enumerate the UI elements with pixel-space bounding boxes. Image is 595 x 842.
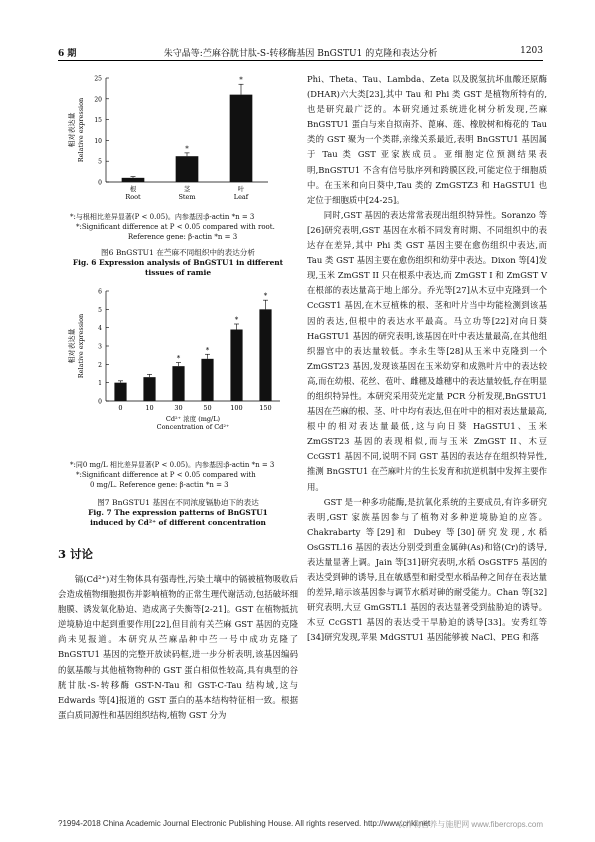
bar [122,178,145,182]
bar [172,366,184,401]
x-tick-label: 茎 [183,185,191,193]
fig7-notes [70,460,295,490]
x-tick-label: Stem [178,193,196,200]
significance-mark: * [234,316,239,324]
fig6-notes [70,212,295,242]
x-axis-title-en: Concentration of Cd²⁺ [156,423,230,431]
y-tick-label: 5 [98,306,102,314]
x-tick-label: 30 [174,404,183,412]
x-tick-label: 150 [259,404,272,412]
right-paragraph: Phi、Theta、Tau、Lambda、Zeta 以及脱氢抗坏血酸还原酶(DHAR)六大类[23],其中 Tau 和 Phi 类 GST 是植物所特有的,也是研究最广泛的。本研究通过系统进化树分析发现,苎麻 BnGSTU1 蛋白与来自拟南芥、蓖麻、莲、橡胶树和梅花的 Tau 类的 GST 聚为一个类群,亲缘关系最近,表明 BnGSTU1 基因属于 Tau 类 GST 亚家族成员。亚细胞定位预测结果表明,BnGSTU1 不含有信号肽序列和跨膜区段,可能定位于细胞质中。在玉米和向日葵中,Tau 类的 ZmGSTZ3 和 HaGSTU1 也定位于细胞质中[24-25]。 [307,74,547,205]
significance-mark: * [185,144,189,153]
y-tick-label: 5 [98,158,102,166]
bar [114,383,126,401]
bar [230,330,242,402]
fig7-caption-en2: induced by Cd²⁺ of different concentration [90,518,266,527]
fig6-note2: *:Significant difference at P < 0.05 compared with root. [76,223,275,231]
fig6-note3: Reference gene: β-actin *n = 3 [127,233,238,241]
y-tick-label: 15 [94,117,102,125]
x-axis-title: Cd²⁺ 浓度 (mg/L) [165,415,221,423]
fig7-note3: 0 mg/L. Reference gene: β-actin *n = 3 [90,481,229,489]
copyright: ?1994-2018 China Academic Journal Electronic Publishing House. All rights reserved. http://www.cnki.net [58,819,431,828]
y-axis-title-en: Relative expression [77,97,85,163]
x-tick-label: 0 [118,404,123,412]
fig6-caption [58,248,298,278]
left-paragraph: 镉(Cd²⁺)对生物体具有强毒性,污染土壤中的镉被植物吸收后会造成植物细胞损伤并影响植物的正常生理代谢活动,包括破坏细胞膜、诱发氧化胁迫、造成离子失衡等[2-21]。GST 在植物抵抗逆境胁迫中起到重要作用[22],但目前有关苎麻 GST 基因的克隆尚未见报道。本研究从苎麻品种中苎一号中成功克隆了 BnGSTU1 基因的完整开放读码框,进一步分析表明,该基因编码的氨基酸与其他植物物种的 GST 蛋白相似性较高,具有典型的谷胱甘肽-S-转移酶 GST-N-Tau 和 GST-C-Tau 结构域,这与 Edwards 等[4]报道的 GST 蛋白的基本结构特征相一致。根据蛋白质同源性和基因组织结构,植物 GST 分为 [58,574,298,720]
fig7-caption [58,498,298,528]
bar [230,95,253,182]
x-tick-label: Leaf [233,193,249,200]
y-tick-label: 0 [98,179,102,187]
bar [143,377,155,401]
y-tick-label: 6 [98,288,102,296]
fig6-caption-en2: tissues of ramie [144,268,212,277]
significance-mark: * [205,346,210,355]
significance-mark: * [176,354,181,363]
y-tick-label: 25 [94,75,102,83]
y-axis-title-en: Relative expression [77,313,85,379]
section-title: 3 讨论 [58,547,94,561]
x-tick-label: 10 [145,404,154,412]
issue-number: 6 期 [58,49,77,59]
fig7-chart [58,283,288,431]
fig7-caption-en1: Fig. 7 The expression patterns of BnGSTU1 [88,508,268,517]
right-paragraph: GST 是一种多功能酶,是抗氧化系统的主要成员,有许多研究表明,GST 家族基因参与了植物对多种逆境胁迫的应答。Chakrabarty 等[29]和 Dubey 等[30]研究发现,水稻 OsGSTL16 基因的表达分别受到重金属砷(As)和铬(Cr)的诱导,表达量显著上调。Jain 等[31]研究表明,水稻 OsGSTF5 基因的表达受到砷的诱导,且在敏感型和耐受型水稻品种之间存在表达量的差异,暗示该基因参与调节水稻对砷的耐受能力。Chan 等[32]研究表明,大豆 GmGSTL1 基因的表达显著受到盐胁迫的诱导。木豆 CcGST1 基因的表达受干旱胁迫的诱导[33]。安秀红等[34]研究发现,苹果 MdGSTU1 基因能够被 NaCl、PEG 和落 [307,496,547,643]
x-tick-label: Root [125,193,141,200]
y-axis-title: 相对表达量 [68,112,76,148]
y-tick-label: 1 [98,380,102,388]
x-tick-label: 叶 [237,185,245,193]
left-column-text [58,572,298,723]
fig6-chart [58,70,288,200]
y-tick-label: 3 [98,343,102,351]
fig6-caption-cn: 图6 BnGSTU1 在苎麻不同组织中的表达分析 [100,248,255,257]
bar [201,359,213,401]
fig6-note1: *:与根相比差异显著(P < 0.05)。内参基因:β-actin *n = 3 [70,213,255,221]
bar [176,156,199,182]
x-tick-label: 100 [230,404,243,412]
y-tick-label: 4 [98,325,102,333]
y-tick-label: 20 [94,96,102,104]
page-number: 1203 [520,46,543,56]
header-rule [58,60,543,61]
x-tick-label: 根 [129,185,137,193]
significance-mark: * [239,76,243,85]
right-column-text [307,72,547,646]
bar [259,309,271,401]
right-paragraph: 同时,GST 基因的表达常常表现出组织特异性。Soranzo 等[26]研究表明,GST 基因在水稻不同发育时期、不同组织中的表达存在差异,其中 Phi 类 GST 基因主要在愈伤组织中表达,而 Tau 类 GST 基因主要在愈伤组织和幼芽中表达。Dixon 等[4]发现,玉米 ZmGST II 只在根系中表达,而 ZmGST I 和 ZmGST V 在根部的表达量高于地上部分。乔光等[27]从木豆中克隆到一个 CcGST1 基因,在木豆植株的根、茎和叶片当中均能检测到该基因的表达,但根中的表达水平最高。马立功等[22]对向日葵 HaGSTU1 基因的研究表明,该基因在叶中表达量最高,在其他组织器官中的表达量较低。李永生等[28]从玉米中克隆到一个 ZmGST23 基因,发现该基因在玉米幼穿和成熟叶片中的表达较高,而在幼根、花丝、苞叶、雌穗及雄穗中的表达量较低,存在明显的组织特异性。本研究采用荧光定量 PCR 分析发现,BnGSTU1 基因在苎麻的根、茎、叶中均有表达,但在叶中的相对表达量最高,根中的相对表达量最低,这与向日葵 HaGSTU1、玉米 ZmGST23 基因的表现相似,而与玉米 ZmGST II、木豆 CcGST1 基因不同,说明不同 GST 基因的表达存在组织特异性,推测 BnGSTU1 在苎麻叶片的生长发育和抗逆机制中发挥主要作用。 [307,209,547,492]
y-tick-label: 2 [98,361,102,369]
footer [58,819,543,828]
significance-mark: * [263,292,268,301]
x-tick-label: 50 [203,404,212,412]
fig7-note2: *:Significant difference at P < 0.05 compared with [76,471,256,479]
watermark: 农作物营养与施肥网 www.fibercrops.com [397,820,543,829]
y-tick-label: 0 [98,398,102,406]
fig7-caption-cn: 图7 BnGSTU1 基因在不同浓度镉胁迫下的表达 [97,498,259,507]
fig6-caption-en1: Fig. 6 Expression analysis of BnGSTU1 in different [72,258,284,267]
fig7-note1: *:同0 mg/L 相比差异显著(P < 0.05)。内参基因:β-actin *n = 3 [70,461,275,469]
running-title: 朱守晶等:苎麻谷胱甘肽-S-转移酶基因 BnGSTU1 的克隆和表达分析 [163,49,438,59]
y-axis-title: 相对表达量 [68,328,76,364]
y-tick-label: 10 [94,137,102,145]
